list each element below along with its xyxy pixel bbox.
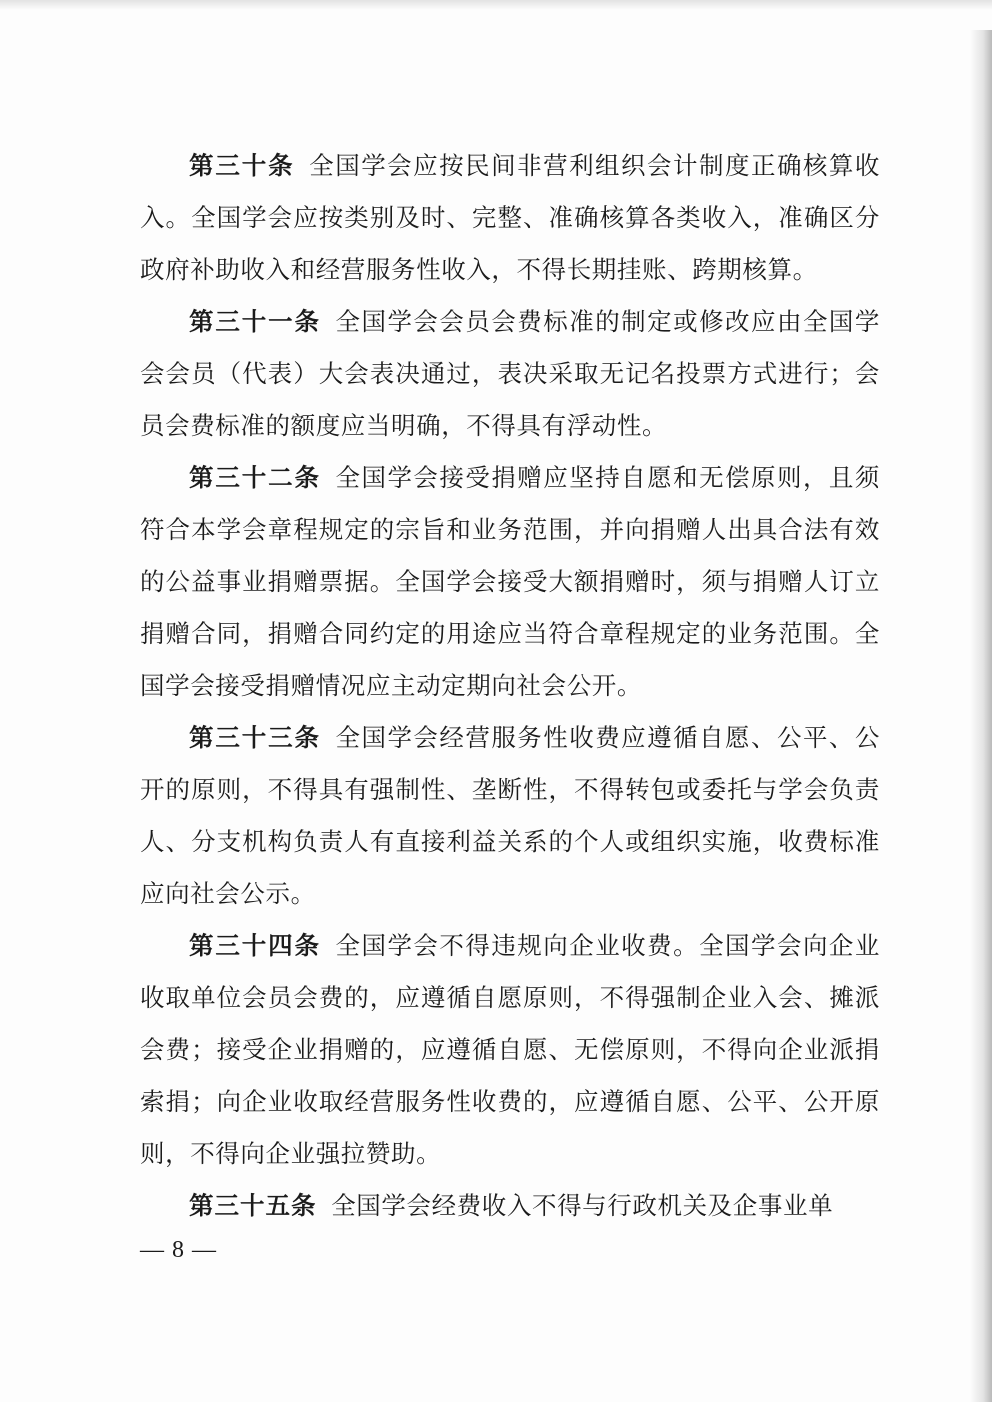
article-34 bbox=[140, 920, 880, 1180]
article-text: 全国学会经营服务性收费应遵循自愿、公平、公开的原则，不得具有强制性、垄断性，不得转包或委托与学会负责人、分支机构负责人有直接利益关系的个人或组织实施，收费标准应向社会公示。 bbox=[140, 723, 880, 908]
article-number: 第三十条 bbox=[189, 151, 295, 180]
article-text: 全国学会经费收入不得与行政机关及企事业单 bbox=[331, 1191, 834, 1220]
article-number: 第三十四条 bbox=[189, 931, 321, 960]
article-30 bbox=[140, 140, 880, 296]
article-text: 全国学会应按民间非营利组织会计制度正确核算收入。全国学会应按类别及时、完整、准确核算各类收入，准确区分政府补助收入和经营服务性收入，不得长期挂账、跨期核算。 bbox=[140, 151, 881, 284]
scan-edge-right bbox=[970, 30, 992, 1402]
article-text: 全国学会接受捐赠应坚持自愿和无偿原则，且须符合本学会章程规定的宗旨和业务范围，并向捐赠人出具合法有效的公益事业捐赠票据。全国学会接受大额捐赠时，须与捐赠人订立捐赠合同，捐赠合同约定的用途应当符合章程规定的业务范围。全国学会接受捐赠情况应主动定期向社会公开。 bbox=[140, 463, 880, 700]
article-number: 第三十五条 bbox=[189, 1191, 317, 1220]
scan-edge-top bbox=[0, 0, 992, 10]
article-33 bbox=[140, 712, 880, 920]
article-32 bbox=[140, 452, 880, 712]
article-text: 全国学会会员会费标准的制定或修改应由全国学会会员（代表）大会表决通过，表决采取无记名投票方式进行；会员会费标准的额度应当明确，不得具有浮动性。 bbox=[140, 307, 880, 440]
article-number: 第三十二条 bbox=[189, 463, 321, 492]
article-number: 第三十三条 bbox=[189, 723, 321, 752]
article-text: 全国学会不得违规向企业收费。全国学会向企业收取单位会员会费的，应遵循自愿原则，不得强制企业入会、摊派会费；接受企业捐赠的，应遵循自愿、无偿原则，不得向企业派捐索捐；向企业收取经营服务性收费的，应遵循自愿、公平、公开原则，不得向企业强拉赞助。 bbox=[140, 931, 880, 1168]
page-number: — 8 — bbox=[140, 1237, 217, 1263]
body-text bbox=[140, 140, 880, 1232]
article-number: 第三十一条 bbox=[189, 307, 321, 336]
article-31 bbox=[140, 296, 880, 452]
article-35 bbox=[140, 1180, 880, 1232]
